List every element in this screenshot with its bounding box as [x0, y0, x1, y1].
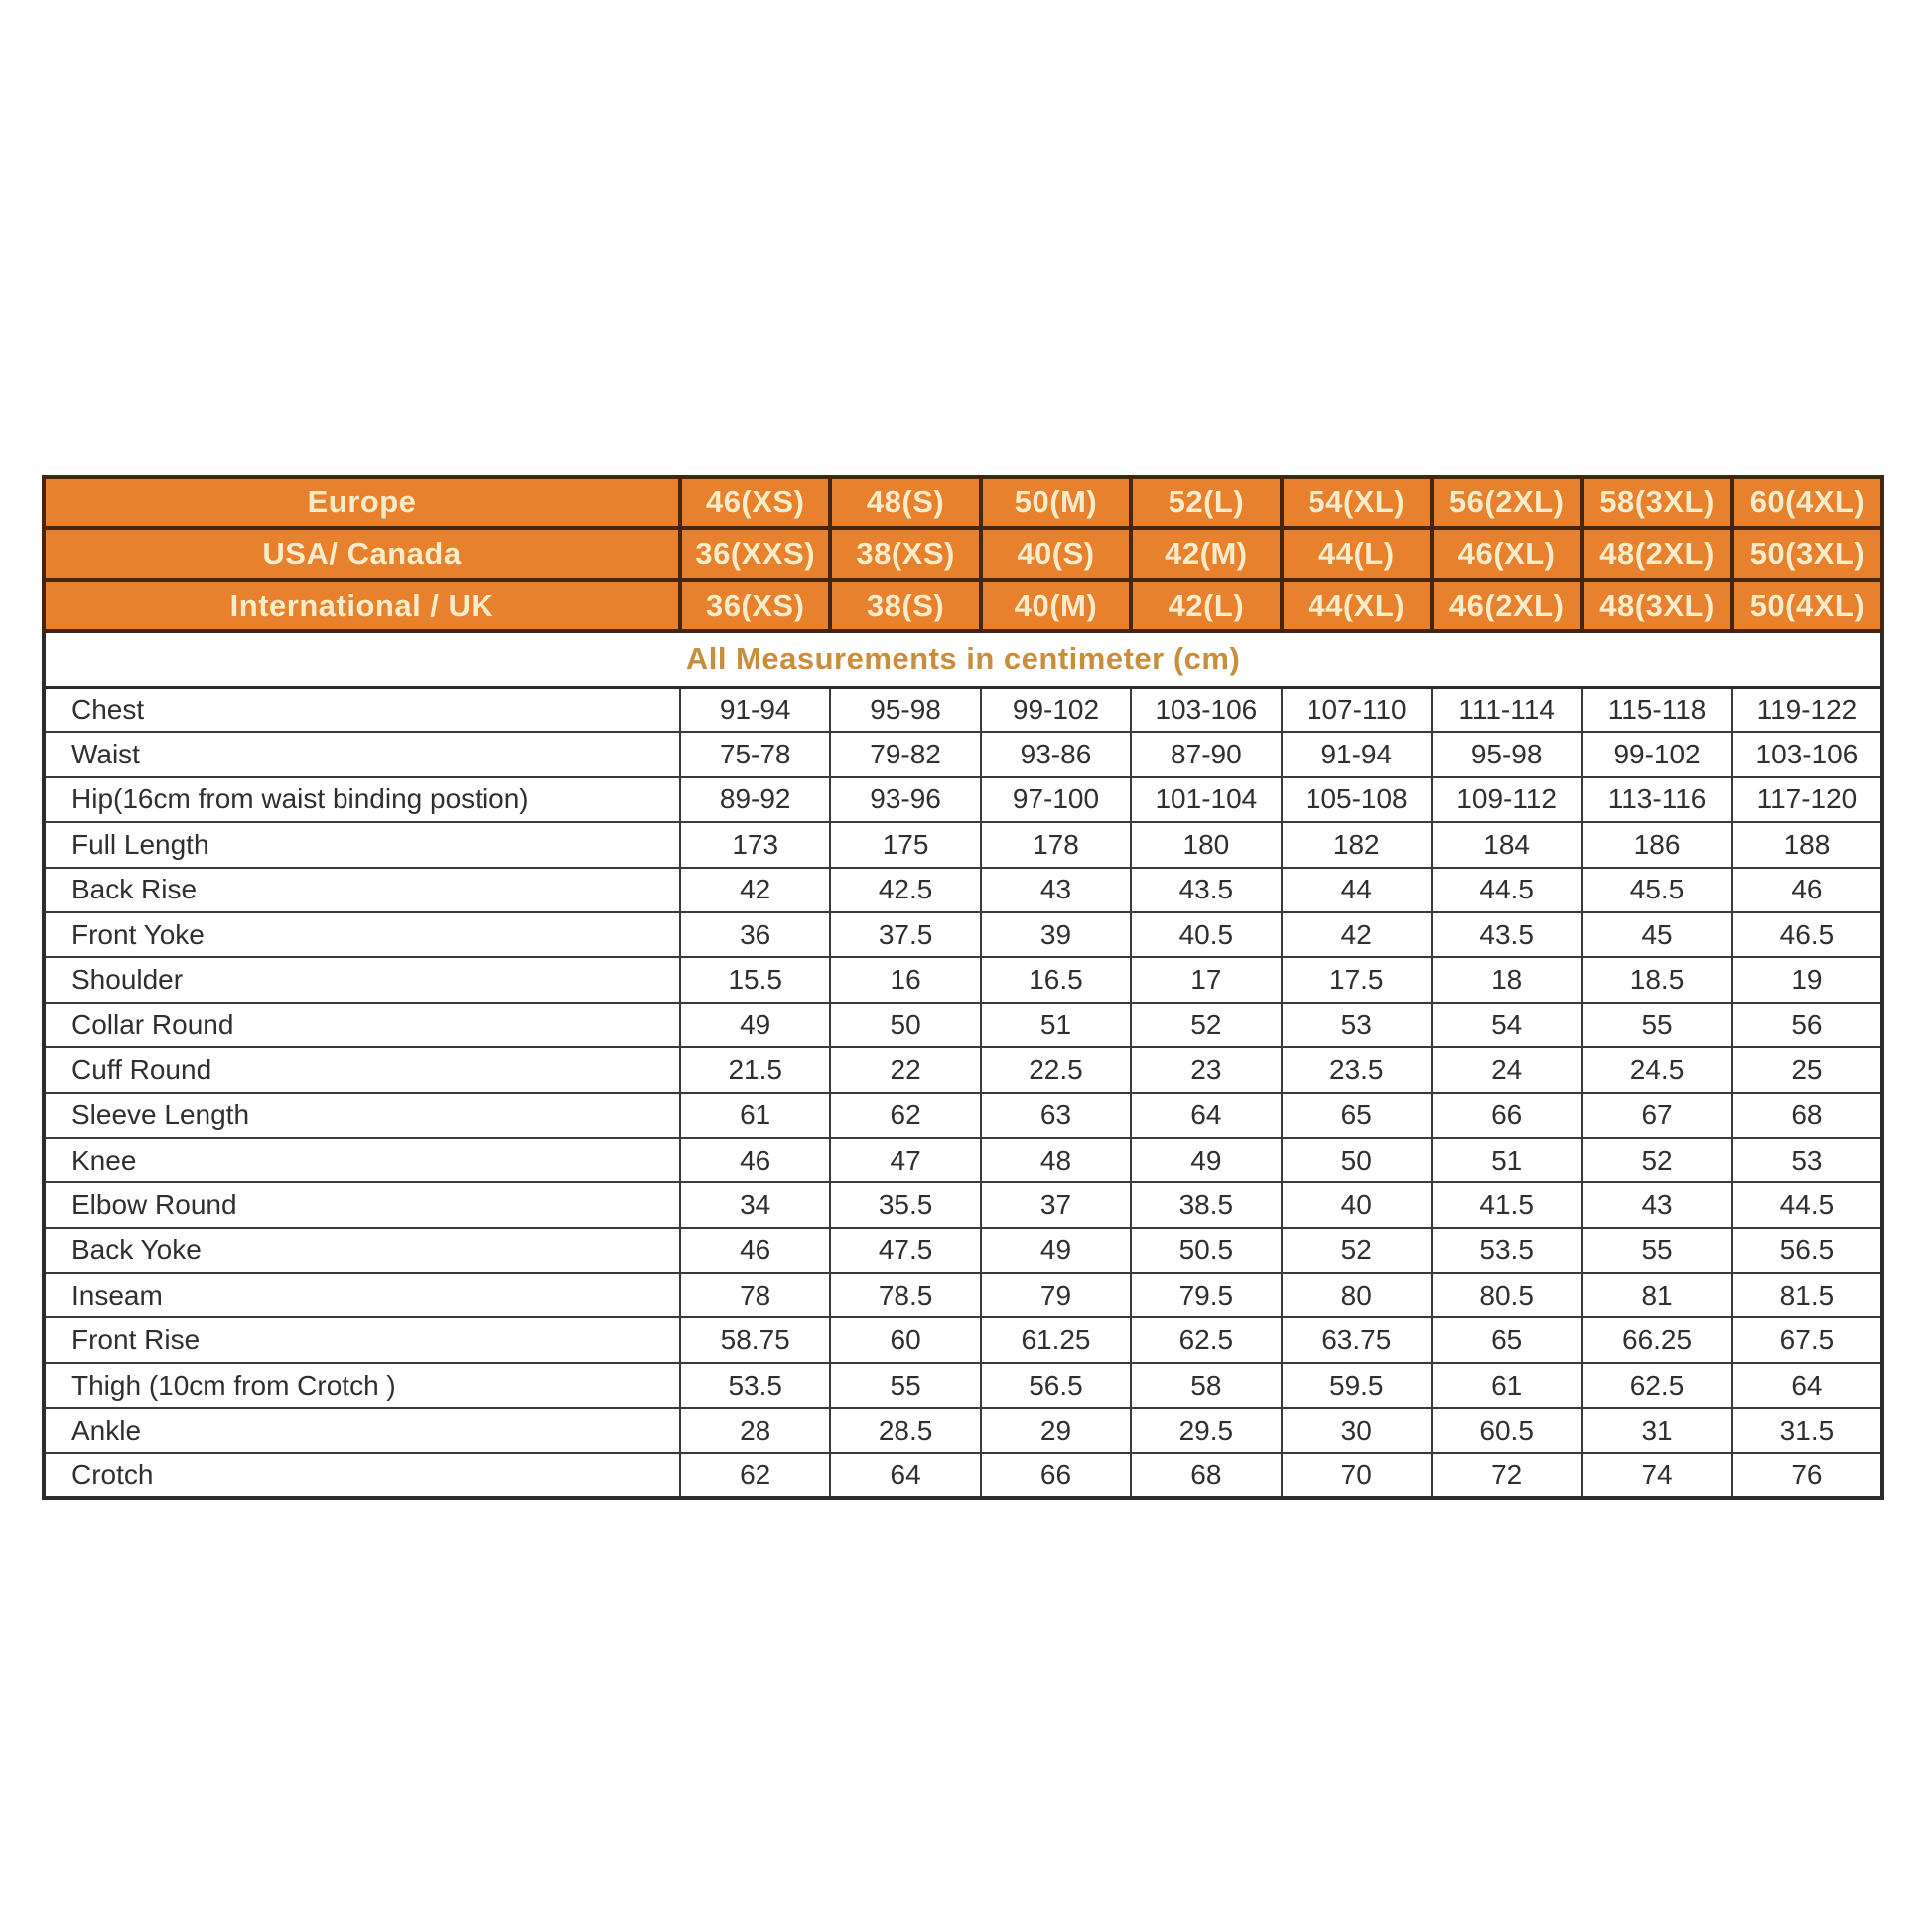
size-header-cell: 50(3XL) — [1732, 528, 1882, 580]
value-cell: 67.5 — [1732, 1317, 1882, 1362]
value-cell: 87-90 — [1131, 732, 1281, 776]
value-cell: 80.5 — [1432, 1273, 1582, 1317]
value-cell: 31 — [1582, 1408, 1731, 1452]
table-row — [44, 1138, 1882, 1182]
value-cell: 109-112 — [1432, 777, 1582, 822]
value-cell: 45.5 — [1582, 868, 1731, 912]
value-cell: 21.5 — [680, 1047, 830, 1092]
banner-row — [44, 631, 1882, 687]
value-cell: 60.5 — [1432, 1408, 1582, 1452]
value-cell: 64 — [1732, 1363, 1882, 1408]
value-cell: 28.5 — [830, 1408, 980, 1452]
size-header-cell: 42(L) — [1131, 580, 1281, 631]
value-cell: 46.5 — [1732, 912, 1882, 957]
value-cell: 39 — [981, 912, 1131, 957]
value-cell: 80 — [1282, 1273, 1432, 1317]
value-cell: 31.5 — [1732, 1408, 1882, 1452]
value-cell: 64 — [1131, 1093, 1281, 1138]
value-cell: 65 — [1282, 1093, 1432, 1138]
size-header-cell: 58(3XL) — [1582, 477, 1731, 528]
value-cell: 48 — [981, 1138, 1131, 1182]
value-cell: 22.5 — [981, 1047, 1131, 1092]
value-cell: 17.5 — [1282, 957, 1432, 1002]
table-row — [44, 687, 1882, 732]
table-row — [44, 1317, 1882, 1362]
value-cell: 68 — [1131, 1453, 1281, 1498]
value-cell: 18 — [1432, 957, 1582, 1002]
size-header-cell: 54(XL) — [1282, 477, 1432, 528]
value-cell: 29 — [981, 1408, 1131, 1452]
value-cell: 113-116 — [1582, 777, 1731, 822]
value-cell: 53.5 — [680, 1363, 830, 1408]
size-header-cell: 44(XL) — [1282, 580, 1432, 631]
value-cell: 89-92 — [680, 777, 830, 822]
size-header-cell: 50(M) — [981, 477, 1131, 528]
region-label-cell: USA/ Canada — [44, 528, 680, 580]
value-cell: 18.5 — [1582, 957, 1731, 1002]
value-cell: 58.75 — [680, 1317, 830, 1362]
size-header-cell: 48(S) — [830, 477, 980, 528]
value-cell: 55 — [830, 1363, 980, 1408]
value-cell: 28 — [680, 1408, 830, 1452]
size-header-cell: 50(4XL) — [1732, 580, 1882, 631]
value-cell: 117-120 — [1732, 777, 1882, 822]
value-cell: 38.5 — [1131, 1182, 1281, 1227]
size-header-cell: 40(S) — [981, 528, 1131, 580]
value-cell: 62 — [680, 1453, 830, 1498]
value-cell: 41.5 — [1432, 1182, 1582, 1227]
table-row — [44, 1047, 1882, 1092]
value-cell: 16 — [830, 957, 980, 1002]
value-cell: 79 — [981, 1273, 1131, 1317]
size-table-body — [44, 477, 1882, 1498]
value-cell: 50 — [830, 1003, 980, 1047]
value-cell: 103-106 — [1732, 732, 1882, 776]
value-cell: 188 — [1732, 822, 1882, 867]
size-table — [42, 475, 1884, 1500]
value-cell: 45 — [1582, 912, 1731, 957]
value-cell: 44 — [1282, 868, 1432, 912]
value-cell: 78.5 — [830, 1273, 980, 1317]
value-cell: 49 — [981, 1228, 1131, 1273]
size-header-cell: 40(M) — [981, 580, 1131, 631]
table-row — [44, 1273, 1882, 1317]
value-cell: 47 — [830, 1138, 980, 1182]
value-cell: 23.5 — [1282, 1047, 1432, 1092]
table-row — [44, 1453, 1882, 1498]
value-cell: 49 — [1131, 1138, 1281, 1182]
value-cell: 42 — [1282, 912, 1432, 957]
value-cell: 42 — [680, 868, 830, 912]
measurement-label-cell: Crotch — [44, 1453, 680, 1498]
value-cell: 56.5 — [1732, 1228, 1882, 1273]
measurement-label-cell: Cuff Round — [44, 1047, 680, 1092]
value-cell: 81 — [1582, 1273, 1731, 1317]
measurement-label-cell: Front Rise — [44, 1317, 680, 1362]
value-cell: 46 — [1732, 868, 1882, 912]
value-cell: 99-102 — [1582, 732, 1731, 776]
measurement-label-cell: Shoulder — [44, 957, 680, 1002]
value-cell: 61.25 — [981, 1317, 1131, 1362]
value-cell: 105-108 — [1282, 777, 1432, 822]
table-row — [44, 1093, 1882, 1138]
value-cell: 19 — [1732, 957, 1882, 1002]
measurement-label-cell: Inseam — [44, 1273, 680, 1317]
size-chart — [42, 475, 1880, 1500]
measurement-label-cell: Sleeve Length — [44, 1093, 680, 1138]
value-cell: 65 — [1432, 1317, 1582, 1362]
size-header-cell: 46(XL) — [1432, 528, 1582, 580]
header-row — [44, 528, 1882, 580]
value-cell: 99-102 — [981, 687, 1131, 732]
value-cell: 17 — [1131, 957, 1281, 1002]
value-cell: 74 — [1582, 1453, 1731, 1498]
value-cell: 184 — [1432, 822, 1582, 867]
value-cell: 101-104 — [1131, 777, 1281, 822]
value-cell: 107-110 — [1282, 687, 1432, 732]
measurement-label-cell: Waist — [44, 732, 680, 776]
value-cell: 61 — [680, 1093, 830, 1138]
value-cell: 62.5 — [1131, 1317, 1281, 1362]
size-header-cell: 38(XS) — [830, 528, 980, 580]
value-cell: 79.5 — [1131, 1273, 1281, 1317]
measurement-label-cell: Collar Round — [44, 1003, 680, 1047]
measurement-label-cell: Front Yoke — [44, 912, 680, 957]
size-header-cell: 52(L) — [1131, 477, 1281, 528]
measurement-label-cell: Back Yoke — [44, 1228, 680, 1273]
value-cell: 75-78 — [680, 732, 830, 776]
value-cell: 115-118 — [1582, 687, 1731, 732]
value-cell: 40.5 — [1131, 912, 1281, 957]
value-cell: 111-114 — [1432, 687, 1582, 732]
value-cell: 173 — [680, 822, 830, 867]
value-cell: 63.75 — [1282, 1317, 1432, 1362]
value-cell: 56.5 — [981, 1363, 1131, 1408]
measurement-label-cell: Back Rise — [44, 868, 680, 912]
size-header-cell: 44(L) — [1282, 528, 1432, 580]
value-cell: 66 — [981, 1453, 1131, 1498]
header-row — [44, 477, 1882, 528]
size-header-cell: 60(4XL) — [1732, 477, 1882, 528]
value-cell: 63 — [981, 1093, 1131, 1138]
value-cell: 103-106 — [1131, 687, 1281, 732]
value-cell: 52 — [1582, 1138, 1731, 1182]
measurement-label-cell: Full Length — [44, 822, 680, 867]
value-cell: 42.5 — [830, 868, 980, 912]
measurement-label-cell: Ankle — [44, 1408, 680, 1452]
size-header-cell: 36(XXS) — [680, 528, 830, 580]
measurement-label-cell: Elbow Round — [44, 1182, 680, 1227]
value-cell: 37.5 — [830, 912, 980, 957]
value-cell: 178 — [981, 822, 1131, 867]
value-cell: 78 — [680, 1273, 830, 1317]
table-row — [44, 1182, 1882, 1227]
value-cell: 47.5 — [830, 1228, 980, 1273]
value-cell: 72 — [1432, 1453, 1582, 1498]
value-cell: 51 — [1432, 1138, 1582, 1182]
table-row — [44, 777, 1882, 822]
value-cell: 66.25 — [1582, 1317, 1731, 1362]
value-cell: 43.5 — [1432, 912, 1582, 957]
measurement-label-cell: Chest — [44, 687, 680, 732]
value-cell: 53 — [1732, 1138, 1882, 1182]
value-cell: 76 — [1732, 1453, 1882, 1498]
size-header-cell: 48(3XL) — [1582, 580, 1731, 631]
table-row — [44, 912, 1882, 957]
value-cell: 37 — [981, 1182, 1131, 1227]
value-cell: 54 — [1432, 1003, 1582, 1047]
value-cell: 68 — [1732, 1093, 1882, 1138]
value-cell: 97-100 — [981, 777, 1131, 822]
value-cell: 53 — [1282, 1003, 1432, 1047]
value-cell: 44.5 — [1432, 868, 1582, 912]
value-cell: 43 — [1582, 1182, 1731, 1227]
size-header-cell: 46(2XL) — [1432, 580, 1582, 631]
table-row — [44, 1408, 1882, 1452]
value-cell: 55 — [1582, 1228, 1731, 1273]
table-row — [44, 1363, 1882, 1408]
value-cell: 81.5 — [1732, 1273, 1882, 1317]
value-cell: 61 — [1432, 1363, 1582, 1408]
region-label-cell: Europe — [44, 477, 680, 528]
size-header-cell: 46(XS) — [680, 477, 830, 528]
value-cell: 182 — [1282, 822, 1432, 867]
value-cell: 34 — [680, 1182, 830, 1227]
value-cell: 66 — [1432, 1093, 1582, 1138]
value-cell: 64 — [830, 1453, 980, 1498]
value-cell: 186 — [1582, 822, 1731, 867]
value-cell: 95-98 — [830, 687, 980, 732]
value-cell: 70 — [1282, 1453, 1432, 1498]
value-cell: 29.5 — [1131, 1408, 1281, 1452]
value-cell: 60 — [830, 1317, 980, 1362]
value-cell: 25 — [1732, 1047, 1882, 1092]
size-header-cell: 42(M) — [1131, 528, 1281, 580]
value-cell: 79-82 — [830, 732, 980, 776]
value-cell: 91-94 — [680, 687, 830, 732]
value-cell: 51 — [981, 1003, 1131, 1047]
size-header-cell: 56(2XL) — [1432, 477, 1582, 528]
value-cell: 93-86 — [981, 732, 1131, 776]
value-cell: 16.5 — [981, 957, 1131, 1002]
value-cell: 46 — [680, 1228, 830, 1273]
value-cell: 22 — [830, 1047, 980, 1092]
value-cell: 58 — [1131, 1363, 1281, 1408]
value-cell: 24 — [1432, 1047, 1582, 1092]
value-cell: 52 — [1282, 1228, 1432, 1273]
size-header-cell: 36(XS) — [680, 580, 830, 631]
measurement-label-cell: Knee — [44, 1138, 680, 1182]
value-cell: 23 — [1131, 1047, 1281, 1092]
value-cell: 30 — [1282, 1408, 1432, 1452]
value-cell: 15.5 — [680, 957, 830, 1002]
size-header-cell: 38(S) — [830, 580, 980, 631]
value-cell: 49 — [680, 1003, 830, 1047]
value-cell: 67 — [1582, 1093, 1731, 1138]
value-cell: 44.5 — [1732, 1182, 1882, 1227]
table-row — [44, 1228, 1882, 1273]
table-row — [44, 822, 1882, 867]
measurement-label-cell: Hip(16cm from waist binding postion) — [44, 777, 680, 822]
value-cell: 93-96 — [830, 777, 980, 822]
table-row — [44, 732, 1882, 776]
value-cell: 95-98 — [1432, 732, 1582, 776]
value-cell: 35.5 — [830, 1182, 980, 1227]
value-cell: 119-122 — [1732, 687, 1882, 732]
value-cell: 55 — [1582, 1003, 1731, 1047]
value-cell: 180 — [1131, 822, 1281, 867]
measurement-label-cell: Thigh (10cm from Crotch ) — [44, 1363, 680, 1408]
table-row — [44, 868, 1882, 912]
header-row — [44, 580, 1882, 631]
size-header-cell: 48(2XL) — [1582, 528, 1731, 580]
value-cell: 53.5 — [1432, 1228, 1582, 1273]
value-cell: 24.5 — [1582, 1047, 1731, 1092]
value-cell: 50.5 — [1131, 1228, 1281, 1273]
value-cell: 62 — [830, 1093, 980, 1138]
region-label-cell: International / UK — [44, 580, 680, 631]
value-cell: 91-94 — [1282, 732, 1432, 776]
value-cell: 62.5 — [1582, 1363, 1731, 1408]
value-cell: 52 — [1131, 1003, 1281, 1047]
value-cell: 175 — [830, 822, 980, 867]
table-row — [44, 1003, 1882, 1047]
value-cell: 36 — [680, 912, 830, 957]
value-cell: 46 — [680, 1138, 830, 1182]
value-cell: 43.5 — [1131, 868, 1281, 912]
value-cell: 59.5 — [1282, 1363, 1432, 1408]
value-cell: 43 — [981, 868, 1131, 912]
measurements-banner: All Measurements in centimeter (cm) — [44, 631, 1882, 687]
value-cell: 40 — [1282, 1182, 1432, 1227]
value-cell: 56 — [1732, 1003, 1882, 1047]
table-row — [44, 957, 1882, 1002]
value-cell: 50 — [1282, 1138, 1432, 1182]
